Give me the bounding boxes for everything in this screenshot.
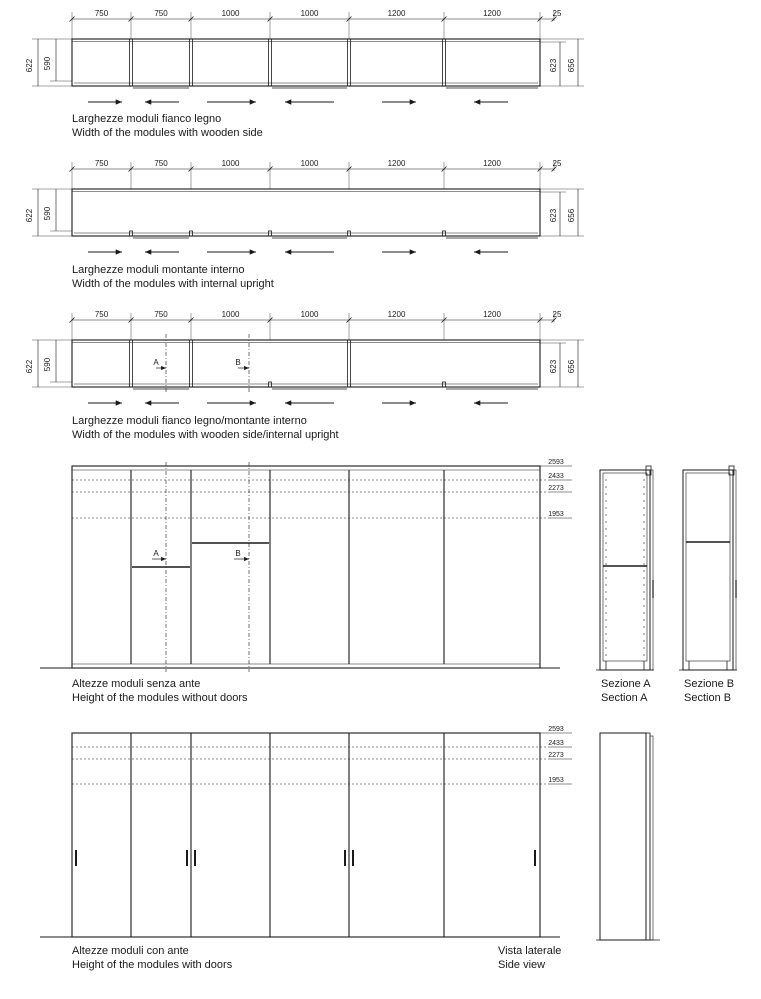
width-dimension-label: 1000: [300, 310, 319, 319]
right-outer-dimension: 656: [567, 208, 576, 223]
door-handle-icon: [344, 850, 346, 866]
internal-upright: [269, 231, 272, 236]
shelf-pin-hole: [605, 619, 606, 620]
height-label: 2433: [548, 740, 564, 747]
door-handle-icon: [534, 850, 536, 866]
section-inner: [686, 473, 730, 661]
shelf-pin-hole: [643, 479, 644, 480]
right-outer-dimension: 656: [567, 58, 576, 73]
cabinet-plan-outline: [72, 189, 540, 236]
shelf-pin-hole: [605, 500, 606, 501]
shelf-pin-hole: [643, 563, 644, 564]
width-dimension-label: 750: [94, 9, 109, 18]
shelf-pin-hole: [643, 626, 644, 627]
left-inner-dimension: 590: [43, 56, 52, 71]
shelf-pin-hole: [643, 500, 644, 501]
width-dimension-label: 1000: [300, 159, 319, 168]
shelf-pin-hole: [643, 605, 644, 606]
caption-italian: Vista laterale: [498, 945, 562, 957]
caption-plan-wooden-side: [72, 112, 263, 140]
caption-italian: Sezione B: [684, 678, 735, 690]
width-dimension-label: 1200: [483, 9, 501, 18]
section-mark-b: B: [235, 549, 241, 558]
right-outer-dimension: 656: [567, 359, 576, 374]
left-inner-dimension: 590: [43, 357, 52, 372]
internal-upright: [130, 231, 133, 236]
shelf-pin-hole: [605, 570, 606, 571]
offset-dimension-label: 25: [552, 9, 562, 18]
offset-dimension-label: 25: [552, 310, 562, 319]
door-handle-icon: [186, 850, 188, 866]
height-label: 2433: [548, 473, 564, 480]
caption-italian: Larghezze moduli fianco legno: [72, 113, 222, 125]
caption-elevation-doors: [72, 944, 232, 972]
shelf-pin-hole: [605, 493, 606, 494]
wooden-side-panel: [190, 39, 193, 86]
shelf-pin-hole: [605, 507, 606, 508]
internal-upright: [269, 382, 272, 387]
height-label: 2593: [548, 726, 564, 733]
shelf-pin-hole: [643, 633, 644, 634]
shelf-pin-hole: [643, 542, 644, 543]
shelf-pin-hole: [605, 514, 606, 515]
section-mark-a: A: [153, 358, 159, 367]
caption-italian: Larghezze moduli montante interno: [72, 264, 245, 276]
caption-english: Section B: [684, 692, 732, 704]
shelf-pin-hole: [643, 577, 644, 578]
shelf-pin-hole: [643, 612, 644, 613]
shelf-pin-hole: [605, 577, 606, 578]
wooden-side-panel: [130, 39, 133, 86]
shelf-pin-hole: [605, 640, 606, 641]
shelf-pin-hole: [605, 528, 606, 529]
caption-plan-internal-upright: [72, 263, 274, 291]
elevation-outline: [72, 733, 540, 937]
shelf-pin-hole: [605, 654, 606, 655]
width-dimension-label: 1000: [300, 9, 319, 18]
right-inner-dimension: 623: [549, 58, 558, 73]
right-inner-dimension: 623: [549, 208, 558, 223]
left-outer-dimension: 622: [25, 359, 34, 374]
shelf-pin-hole: [605, 605, 606, 606]
shelf-pin-hole: [605, 633, 606, 634]
width-dimension-label: 1000: [221, 159, 240, 168]
height-label: 2273: [548, 485, 564, 492]
door-handle-icon: [194, 850, 196, 866]
shelf-pin-hole: [605, 647, 606, 648]
cabinet-plan-outline: [72, 340, 540, 387]
caption-english: Width of the modules with wooden side/internal upright: [72, 429, 339, 441]
shelf-pin-hole: [643, 640, 644, 641]
caption-english: Side view: [498, 959, 546, 971]
shelf-pin-hole: [643, 570, 644, 571]
caption-plan-mixed: [72, 414, 339, 442]
side-panel: [600, 733, 646, 940]
caption-english: Width of the modules with internal upright: [72, 278, 274, 290]
shelf-pin-hole: [605, 612, 606, 613]
caption-italian: Larghezze moduli fianco legno/montante interno: [72, 415, 307, 427]
wooden-side-panel: [190, 340, 193, 387]
shelf-pin-hole: [605, 535, 606, 536]
shelf-pin-hole: [643, 549, 644, 550]
caption-english: Width of the modules with wooden side: [72, 127, 263, 139]
shelf-pin-hole: [605, 563, 606, 564]
internal-upright: [443, 231, 446, 236]
caption-english: Height of the modules without doors: [72, 692, 248, 704]
shelf-pin-hole: [643, 591, 644, 592]
wooden-side-panel: [130, 340, 133, 387]
shelf-pin-hole: [643, 647, 644, 648]
shelf-pin-hole: [643, 584, 644, 585]
width-dimension-label: 1200: [483, 310, 501, 319]
section-mark-b: B: [235, 358, 241, 367]
height-label: 1953: [548, 777, 564, 784]
door-edge: [650, 736, 653, 940]
left-outer-dimension: 622: [25, 58, 34, 73]
height-label: 1953: [548, 511, 564, 518]
shelf-pin-hole: [643, 507, 644, 508]
shelf-pin-hole: [605, 626, 606, 627]
shelf-pin-hole: [605, 591, 606, 592]
section-mark-a: A: [153, 549, 159, 558]
internal-upright: [443, 382, 446, 387]
wooden-side-panel: [348, 39, 351, 86]
cabinet-plan-outline: [72, 39, 540, 86]
shelf-pin-hole: [643, 654, 644, 655]
caption-section-a: [601, 677, 651, 705]
shelf-pin-hole: [605, 549, 606, 550]
width-dimension-label: 1200: [387, 310, 406, 319]
caption-english: Section A: [601, 692, 648, 704]
shelf-pin-hole: [643, 493, 644, 494]
offset-dimension-label: 25: [552, 159, 562, 168]
shelf-pin-hole: [643, 535, 644, 536]
internal-upright: [190, 231, 193, 236]
caption-english: Height of the modules with doors: [72, 959, 233, 971]
shelf-pin-hole: [605, 556, 606, 557]
width-dimension-label: 1200: [483, 159, 501, 168]
internal-upright: [348, 231, 351, 236]
shelf-pin-hole: [643, 486, 644, 487]
shelf-pin-hole: [643, 619, 644, 620]
shelf-pin-hole: [643, 514, 644, 515]
shelf-pin-hole: [605, 479, 606, 480]
shelf-pin-hole: [643, 528, 644, 529]
shelf-pin-hole: [643, 521, 644, 522]
caption-italian: Altezze moduli senza ante: [72, 678, 201, 690]
width-dimension-label: 750: [94, 159, 109, 168]
door-handle-icon: [75, 850, 77, 866]
left-outer-dimension: 622: [25, 208, 34, 223]
shelf-pin-hole: [605, 521, 606, 522]
left-inner-dimension: 590: [43, 206, 52, 221]
height-label: 2273: [548, 752, 564, 759]
shelf-pin-hole: [643, 556, 644, 557]
section-inner: [603, 473, 647, 661]
height-label: 2593: [548, 459, 564, 466]
caption-side-view: [498, 944, 561, 972]
caption-elevation-no-doors: [72, 677, 248, 705]
shelf-pin-hole: [605, 584, 606, 585]
wooden-side-panel: [348, 340, 351, 387]
wooden-side-panel: [269, 39, 272, 86]
width-dimension-label: 1200: [387, 9, 406, 18]
door-edge: [646, 733, 650, 940]
width-dimension-label: 750: [94, 310, 109, 319]
caption-section-b: [684, 677, 734, 705]
width-dimension-label: 750: [154, 9, 168, 18]
width-dimension-label: 1000: [221, 9, 240, 18]
right-inner-dimension: 623: [549, 359, 558, 374]
width-dimension-label: 1000: [221, 310, 240, 319]
section-outline: [600, 470, 650, 670]
caption-italian: Sezione A: [601, 678, 651, 690]
shelf-pin-hole: [643, 598, 644, 599]
section-outline: [683, 470, 733, 670]
shelf-pin-hole: [605, 486, 606, 487]
door-handle-icon: [352, 850, 354, 866]
width-dimension-label: 750: [154, 310, 168, 319]
width-dimension-label: 750: [154, 159, 168, 168]
shelf-pin-hole: [605, 542, 606, 543]
width-dimension-label: 1200: [387, 159, 406, 168]
caption-italian: Altezze moduli con ante: [72, 945, 189, 957]
wooden-side-panel: [443, 39, 446, 86]
shelf-pin-hole: [605, 598, 606, 599]
